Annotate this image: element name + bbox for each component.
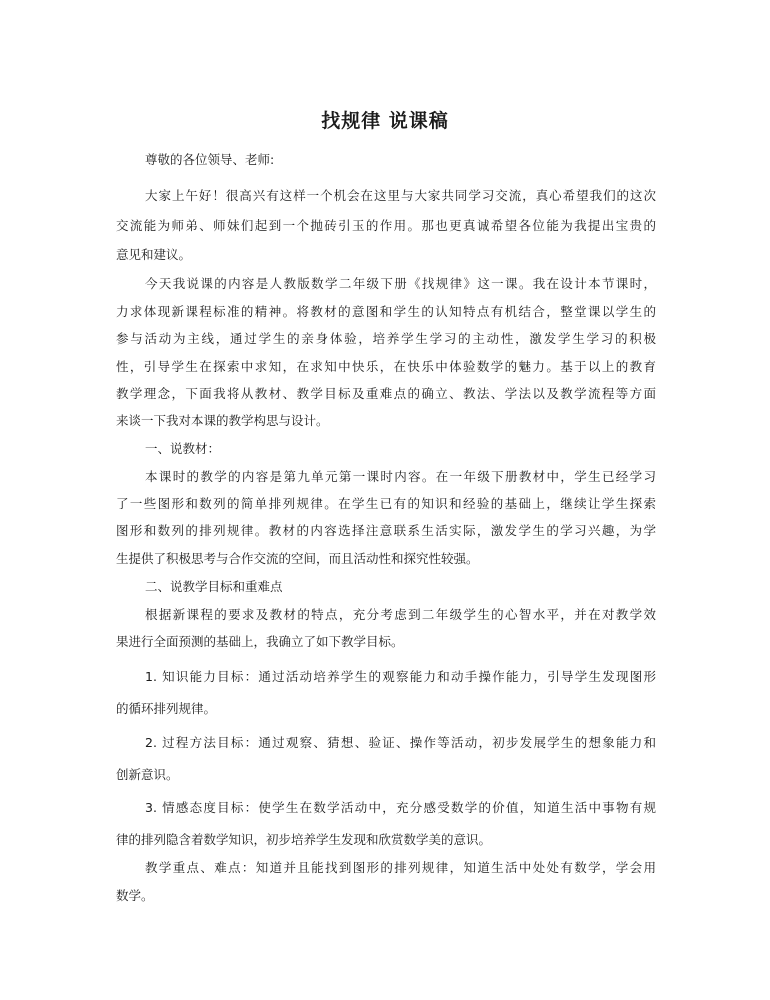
paragraph-line: 果进行全面预测的基础上，我确立了如下教学目标。 <box>116 634 404 649</box>
document-title: 找规律 说课稿 <box>321 110 449 132</box>
paragraph-line: 来谈一下我对本课的教学构思与设计。 <box>116 413 329 428</box>
paragraph-line: 意见和建议。 <box>116 247 192 262</box>
section-heading: 二、说教学目标和重难点 <box>145 579 283 594</box>
paragraph-line: 教学理念，下面我将从教材、教学目标及重难点的确立、教法、学法以及教学流程等方面 <box>116 386 656 401</box>
paragraph-line: 根据新课程的要求及教材的特点，充分考虑到二年级学生的心智水平，并在对教学效 <box>145 607 656 622</box>
paragraph-line: 性，引导学生在探索中求知，在求知中快乐，在快乐中体验数学的魅力。基于以上的教育 <box>116 359 656 374</box>
paragraph-line: 生提供了积极思考与合作交流的空间，而且活动性和探究性较强。 <box>116 551 479 566</box>
paragraph-line: 参与活动为主线，通过学生的亲身体验，培养学生学习的主动性，激发学生学习的积极 <box>116 331 656 346</box>
salutation: 尊敬的各位领导、老师: <box>145 152 275 167</box>
paragraph-line: 创新意识。 <box>116 767 179 782</box>
paragraph-line: 交流能为师弟、师妹们起到一个抛砖引玉的作用。那也更真诚希望各位能为我提出宝贵的 <box>116 218 656 233</box>
paragraph-line: 图形和数列的排列规律。教材的内容选择注意联系生活实际，激发学生的学习兴趣，为学 <box>116 523 656 538</box>
paragraph-line: 的循环排列规律。 <box>116 701 217 716</box>
section-heading: 一、说教材： <box>145 441 221 456</box>
paragraph-line: 教学重点、难点：知道并且能找到图形的排列规律，知道生活中处处有数学，学会用 <box>145 860 656 875</box>
paragraph-line: 本课时的教学的内容是第九单元第一课时内容。在一年级下册教材中，学生已经学习 <box>145 469 656 484</box>
paragraph-line: 今天我说课的内容是人教版数学二年级下册《找规律》这一课。我在设计本节课时， <box>145 276 656 291</box>
paragraph-line: 力求体现新课程标准的精神。将教材的意图和学生的认知特点有机结合，整堂课以学生的 <box>116 304 656 319</box>
paragraph-line: 了一些图形和数列的简单排列规律。在学生已有的知识和经验的基础上，继续让学生探索 <box>116 496 656 511</box>
paragraph-line: 律的排列隐含着数学知识，初步培养学生发现和欣赏数学美的意识。 <box>116 832 492 847</box>
objective-item: 2. 过程方法目标：通过观察、猜想、验证、操作等活动，初步发展学生的想象能力和 <box>145 735 656 750</box>
paragraph-line: 数学。 <box>116 888 154 903</box>
objective-item: 3. 情感态度目标：使学生在数学活动中，充分感受数学的价值，知道生活中事物有规 <box>145 800 656 815</box>
paragraph-line: 大家上午好！很高兴有这样一个机会在这里与大家共同学习交流，真心希望我们的这次 <box>145 188 656 203</box>
objective-item: 1. 知识能力目标：通过活动培养学生的观察能力和动手操作能力，引导学生发现图形 <box>145 669 656 684</box>
